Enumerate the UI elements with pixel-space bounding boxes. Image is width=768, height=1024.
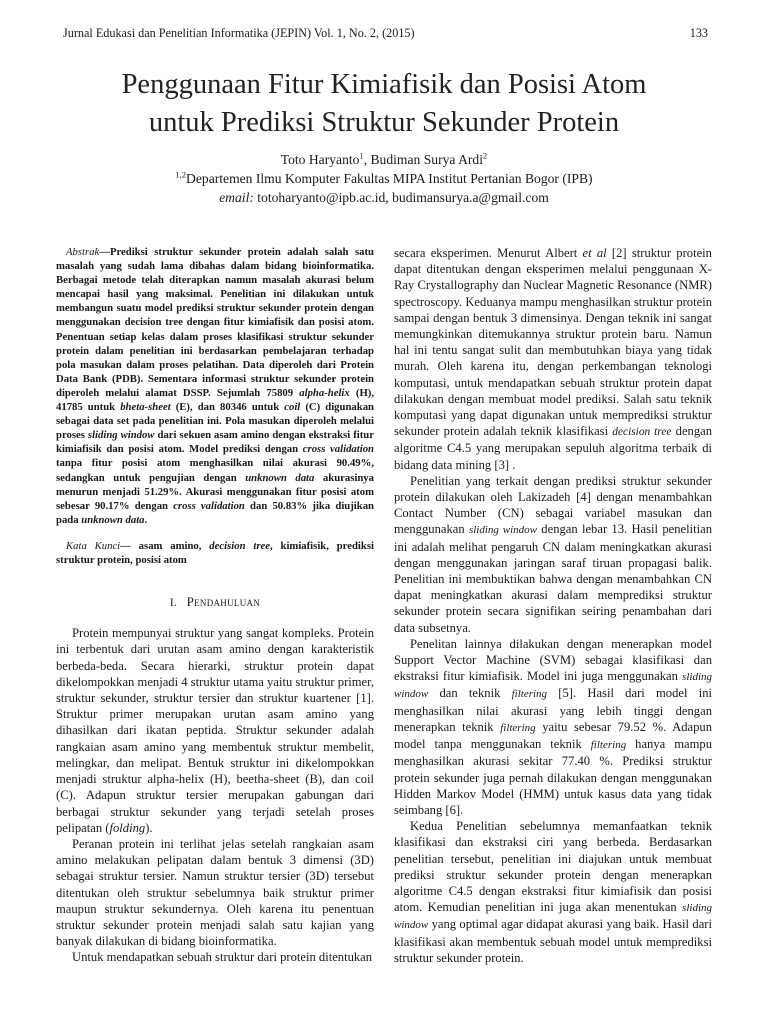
author-2: Budiman Surya Ardi: [370, 152, 484, 167]
keywords-text: — asam amino,: [120, 539, 210, 552]
paragraph-italic: et al: [582, 246, 607, 260]
section-number: I.: [169, 597, 178, 610]
abstract-italic: sliding window: [87, 429, 155, 442]
keywords-italic: decision tree: [209, 539, 270, 552]
author-separator: ,: [363, 152, 371, 167]
affiliation: [40, 169, 728, 188]
abstract-text: dan 50.83% jika diujikan pada: [56, 499, 374, 526]
abstract-text: dari sekuen asam amino dengan ekstraksi fitur kimiafisik dan posisi atom. Model prediksi dengan: [56, 429, 374, 456]
title-line-1: Penggunaan Fitur Kimiafisik dan Posisi Atom: [121, 69, 647, 100]
page-number: 133: [689, 26, 708, 40]
abstract-text: .: [144, 513, 148, 526]
section-title: Pendahuluan: [186, 594, 261, 610]
email-label: email:: [219, 190, 254, 205]
abstract-label: Abstrak: [66, 246, 100, 258]
abstract-italic: alpha-helix: [299, 386, 350, 399]
paragraph-text: Penelitian yang terkait dengan prediksi struktur sekunder protein dilakukan oleh Lakizadeh [4] dengan menambahkan Contact Number (CN) sebagai variabel masukan dan menggunakan: [394, 473, 712, 537]
abstract-text: tanpa fitur posisi atom menghasilkan nilai akurasi 90.49%, sedangkan untuk pengujian dengan: [56, 457, 374, 484]
paper-title: [40, 66, 728, 142]
paragraph: Peranan protein ini terlihat jelas setelah rangkaian asam amino melakukan pelipatan dalam bentuk 3 dimensi (3D) sebagai struktur tersier. Namun struktur tersier (3D) tersebut ditentukan oleh struktur sebelumnya baik struktur primer maupun struktur sekundernya. Oleh karena itu penentuan struktur sekunder protein menjadi salah satu kajian yang banyak dilakukan di bidang bioinformatika.: [56, 836, 374, 949]
paragraph-italic: decision tree: [612, 426, 672, 439]
email-line: [40, 188, 728, 207]
paragraph: [394, 245, 712, 473]
paragraph-italic: folding: [109, 820, 146, 835]
paragraph-text: secara eksperimen. Menurut Albert: [394, 246, 583, 260]
abstract-italic: cross validation: [173, 499, 245, 512]
paragraph-text: yaitu sebesar 79.52 %. Adapun model tanpa menggunakan teknik: [394, 719, 713, 752]
paragraph-italic: sliding window: [394, 671, 712, 701]
paragraph: [56, 625, 374, 836]
email-address: totoharyanto@ipb.ac.id, budimansurya.a@gmail.com: [253, 190, 549, 205]
affiliation-text: Departemen Ilmu Komputer Fakultas MIPA Institut Pertanian Bogor (IPB): [186, 171, 593, 186]
paragraph: Untuk mendapatkan sebuah struktur dari protein ditentukan: [72, 950, 373, 965]
paragraph-text: dengan lebar 13. Hasil penelitian ini adalah melihat pengaruh CN dalam meningkatkan akurasi dengan menggunakan jaringan saraf tiruan propagasi balik. Penelitian ini membuktikan bahwa dengan menambahkan CN dapat meningkatkan akurasi dalam memprediksi struktur sekunder protein secara signifikan seiring penambahan dari data subsetnya.: [394, 522, 712, 635]
author-2-sup: 2: [483, 150, 488, 161]
running-header: [63, 26, 708, 41]
paragraph: [394, 636, 712, 818]
left-column: [56, 245, 374, 966]
abstract-text: (E), dan 80346 untuk: [170, 401, 285, 414]
title-line-2: untuk Prediksi Struktur Sekunder Protein: [148, 107, 620, 138]
abstract-text: —Prediksi struktur sekunder protein adalah salah satu masalah yang sudah lama dibahas dalam bidang bioinformatika. Berbagai metode telah diterapkan namun masalah akurasi belum mencapai hasil yang maksimal. Penelitian ini dilakukan untuk membangun suatu model prediksi struktur sekunder protein dengan menggunakan decision tree dengan fitur kimiafisik dan posisi atom. Penentuan setiap kelas dalam proses klasifikasi struktur sekunder protein dalam penelitian ini berdasarkan pembelajaran terhadap pola masukan dalam proses pelatihan. Data diperoleh dari Protein Data Bank (PDB). Sementara informasi struktur sekunder protein diperoleh melalui alamat DSSP. Sejumlah 75809: [56, 246, 374, 399]
abstract-italic: unknown data: [245, 471, 315, 484]
right-column: [394, 245, 712, 966]
paragraph-text: dengan algoritme C4.5 yang merupakan sepuluh algoritma terbaik di bidang data mining [3] .: [394, 424, 713, 472]
abstract-italic: cross validation: [302, 443, 374, 456]
abstract-text: (H), 41785 untuk: [56, 386, 374, 414]
keywords: [56, 539, 374, 567]
abstract-italic: coil: [284, 401, 301, 414]
paragraph-italic: filtering: [590, 739, 627, 752]
section-heading: [56, 594, 374, 611]
paragraph-text: Kedua Penelitian sebelumnya memanfaatkan teknik klasifikasi dan ekstraksi ciri yang berbeda. Berdasarkan penelitian tersebut, penelitian ini diajukan untuk membuat prediksi struktur sekunder protein dengan menerapkan algoritme C4.5 dengan ekstraksi fitur kimiafisik dan posisi atom. Kemudian penelitian ini juga akan menentukan: [394, 819, 712, 915]
abstract: [56, 245, 374, 527]
keywords-text: , kimiafisik, prediksi struktur protein, posisi atom: [56, 539, 374, 566]
paragraph-text: ).: [145, 820, 153, 835]
paragraph-text: yang optimal agar didapat akurasi yang baik. Hasil dari klasifikasi akan membentuk sebuah model untuk memprediksi struktur sekunder protein.: [394, 917, 712, 965]
paragraph: [394, 473, 712, 636]
author-block: [40, 150, 728, 207]
paragraph-text: Protein mempunyai struktur yang sangat kompleks. Protein ini terbentuk dari urutan asam amino dengan karakteristik berbeda-beda. Secara hierarki, struktur protein dapat dikelompokkan menjadi 4 struktur utama yaitu struktur primer, struktur sekunder, struktur tersier dan struktur kuartener [1]. Struktur primer merupakan urutan asam amino yang dihasilkan dari ikatan peptida. Struktur sekunder adalah rangkaian asam amino yang membentuk struktur membelit, melingkar, dan melipat. Bentuk struktur ini dikelompokkan menjadi struktur alpha-helix (H), beetha-sheet (B), dan coil (C). Adapun struktur tersier merupakan gabungan dari berbagai struktur sekunder yang terjadi setelah proses pelipatan (: [56, 626, 374, 835]
abstract-text: (C) digunakan sebagai data set pada penelitian ini. Pola masukan diperoleh melalui proses: [56, 401, 374, 442]
affiliation-sup: 1,2: [175, 169, 187, 180]
abstract-italic: unknown data: [81, 513, 145, 526]
paragraph-italic: filtering: [500, 721, 536, 734]
author-1: Toto Haryanto: [280, 152, 360, 167]
keywords-label: Kata Kunci: [66, 539, 121, 552]
paragraph-text: [5]. Hasil dari model ini menghasilkan nilai akurasi yang lebih tinggi dengan menerapkan teknik: [394, 686, 713, 734]
paragraph-text: dan teknik: [428, 686, 512, 701]
abstract-text: akurasinya menurun menjadi 51.29%. Akurasi menggunakan fitur posisi atom sebesar 90.17% dengan: [56, 471, 374, 512]
paragraph-italic: filtering: [511, 688, 548, 701]
journal-name: Jurnal Edukasi dan Penelitian Informatika (JEPIN) Vol. 1, No. 2, (2015): [63, 26, 415, 40]
paragraph-text: hanya mampu menghasilkan akurasi sekitar 77.40 %. Prediksi struktur protein sekunder juga pernah dilakukan dengan menggunakan Hidden Markov Model (HMM) untuk kasus data yang tidak seimbang [6].: [394, 737, 712, 817]
author-names: [40, 150, 728, 169]
paragraph-italic: sliding window: [468, 524, 538, 537]
paragraph: [394, 818, 712, 966]
abstract-italic: bheta-sheet: [120, 401, 171, 414]
paragraph-text: Penelitan lainnya dilakukan dengan menerapkan model Support Vector Machine (SVM) sebagai klasifikasi dan ekstraksi fitur kimiafisik. Model ini juga menggunakan: [394, 636, 712, 684]
author-1-sup: 1: [359, 150, 364, 161]
paragraph-italic: sliding window: [394, 902, 712, 932]
paragraph-text: [2] struktur protein dapat ditentukan dengan eksperimen melalui penggunaan X-Ray Crystallography dan Nuclear Magnetic Resonance (NMR) spectroscopy. Keduanya mampu menghasilkan struktur protein sampai dengan bentuk 3 dimensinya. Dengan teknik ini sangat memungkinkan ditemukannya struktur protein baru. Namun hal ini tentu sangat sulit dan membutuhkan biaya yang tidak murah. Oleh karena itu, dengan perkembangan teknologi komputasi, untuk mendapatkan sebuah struktur protein dapat dilakukan dengan membuat model prediksi. Salah satu teknik komputasi yang dapat digunakan untuk memprediksi struktur sekunder protein adalah teknik klasifikasi: [394, 246, 712, 439]
